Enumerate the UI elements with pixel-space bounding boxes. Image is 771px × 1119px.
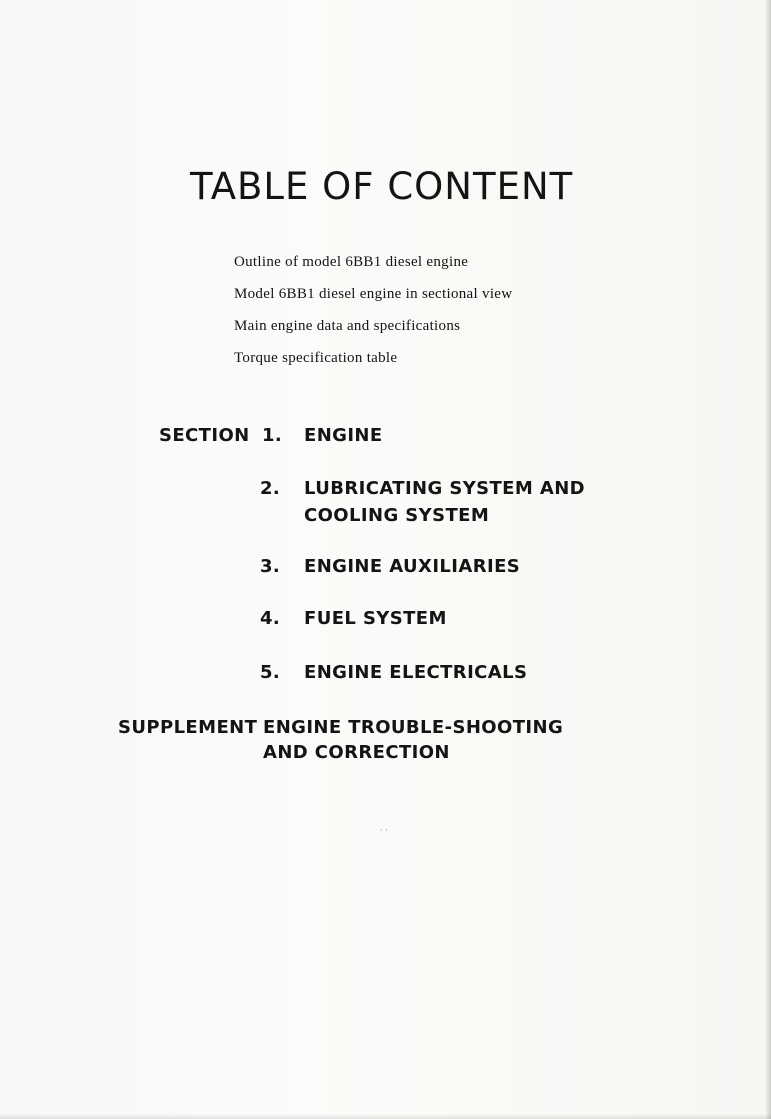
section-1-entry bbox=[159, 423, 250, 449]
page-edge-shadow bbox=[765, 0, 771, 1119]
section-number: 2. bbox=[260, 478, 281, 499]
supplement-title-line1: ENGINE TROUBLE-SHOOTING bbox=[263, 717, 564, 738]
intro-item-specifications: Main engine data and specifications bbox=[234, 318, 461, 334]
intro-item-torque-table: Torque specification table bbox=[234, 350, 398, 366]
section-title: ENGINE ELECTRICALS bbox=[304, 662, 528, 683]
supplement-word: SUPPLEMENT bbox=[118, 717, 258, 738]
intro-list bbox=[234, 252, 512, 380]
section-title: ENGINE AUXILIARIES bbox=[304, 556, 521, 577]
page-bottom-shadow bbox=[0, 1114, 771, 1119]
section-number: 5. bbox=[260, 662, 281, 683]
section-2-row-continued bbox=[304, 503, 489, 529]
intro-item-outline: Outline of model 6BB1 diesel engine bbox=[234, 254, 469, 270]
page-title: TABLE OF CONTENT bbox=[190, 165, 574, 208]
section-number: 3. bbox=[260, 556, 281, 577]
section-title-line2: COOLING SYSTEM bbox=[304, 505, 490, 526]
intro-item-sectional-view: Model 6BB1 diesel engine in sectional view bbox=[234, 286, 513, 302]
supplement-title-line2: AND CORRECTION bbox=[263, 742, 450, 763]
section-number: 1. bbox=[262, 425, 283, 446]
supplement-row-continued bbox=[263, 740, 450, 766]
section-title: FUEL SYSTEM bbox=[304, 608, 447, 629]
section-word: SECTION bbox=[159, 425, 250, 446]
section-number: 4. bbox=[260, 608, 281, 629]
stray-print-mark: · · bbox=[380, 826, 388, 835]
section-title: ENGINE bbox=[304, 425, 383, 446]
section-title-line1: LUBRICATING SYSTEM AND bbox=[304, 478, 585, 499]
